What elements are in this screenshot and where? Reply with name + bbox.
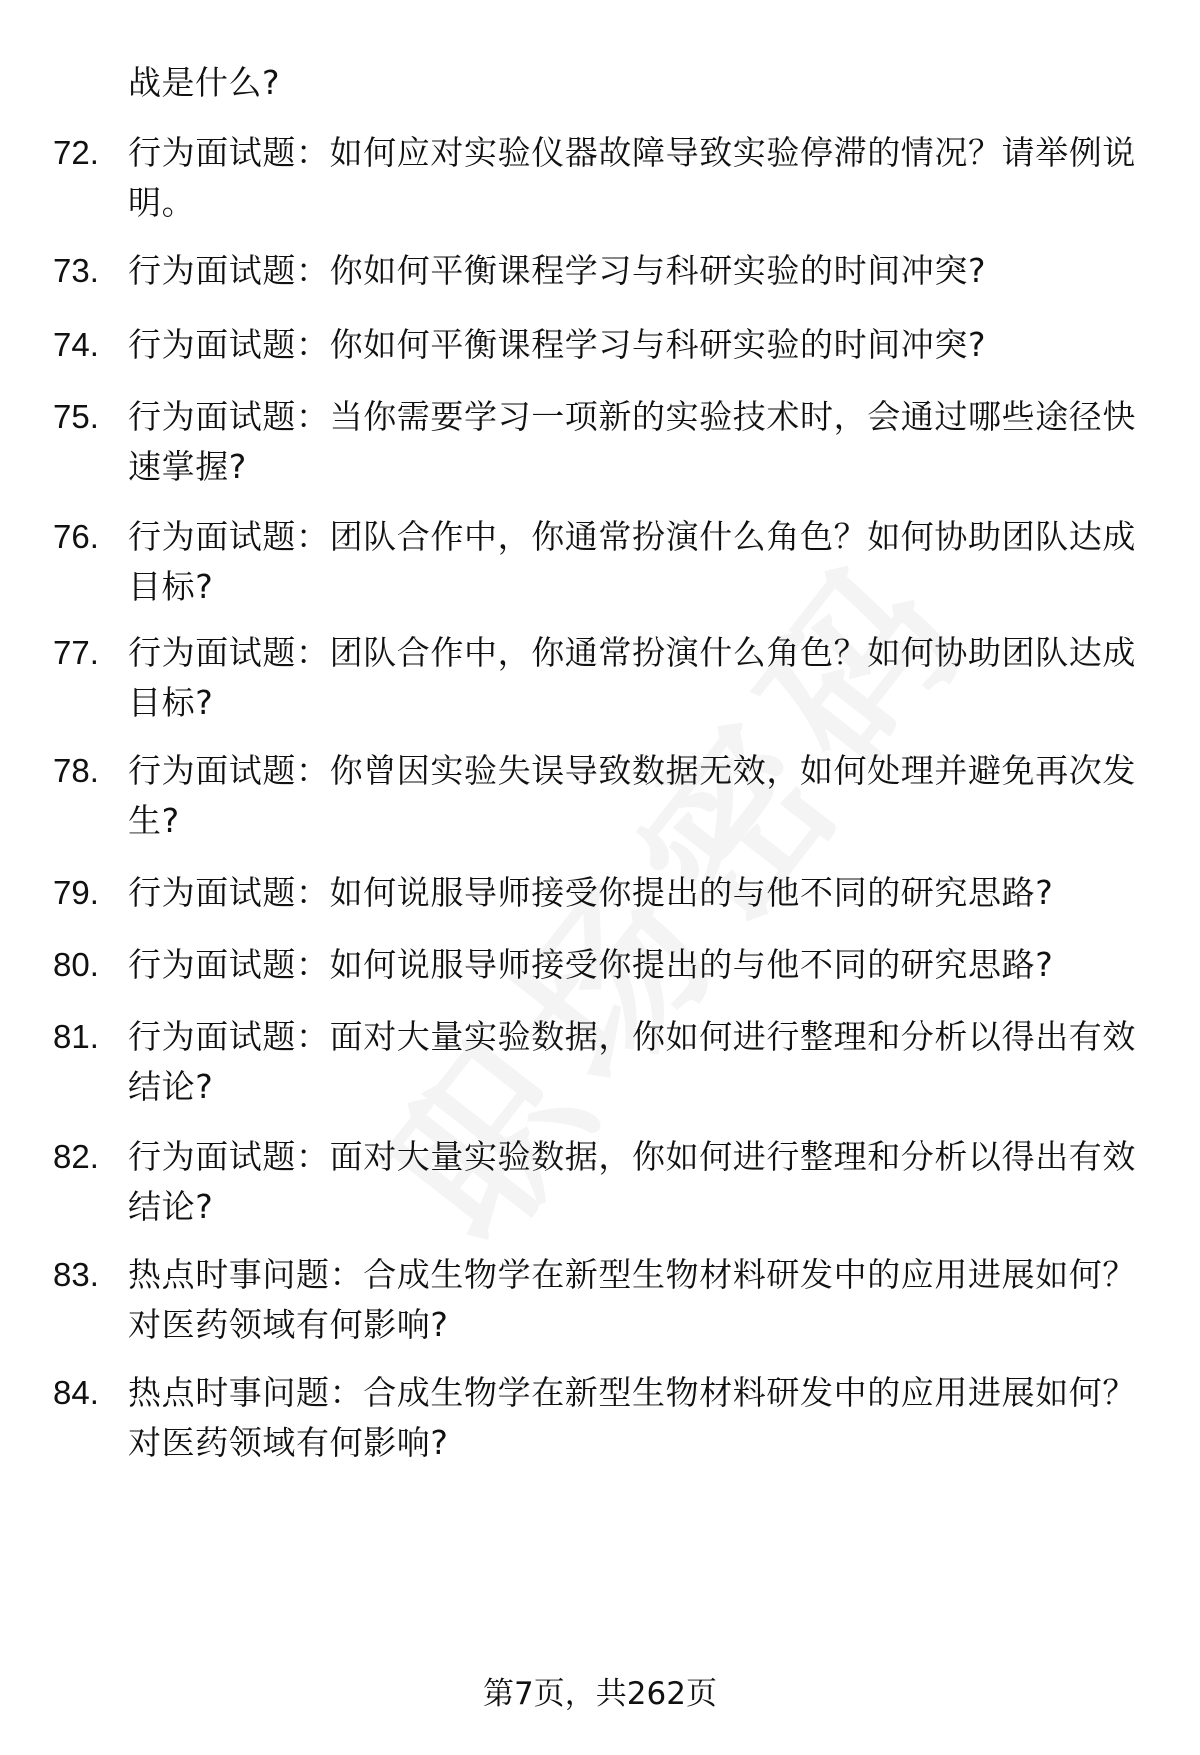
page-footer: 第7页，共262页: [483, 1676, 717, 1712]
continued-question-text: 战是什么?: [128, 63, 281, 102]
item-text: 行为面试题：团队合作中，你通常扮演什么角色？如何协助团队达成目标?: [128, 633, 1136, 722]
item-number: 81.: [53, 1018, 99, 1055]
item-text: 热点时事问题：合成生物学在新型生物材料研发中的应用进展如何？对医药领域有何影响?: [128, 1373, 1136, 1462]
item-text: 行为面试题：面对大量实验数据，你如何进行整理和分析以得出有效结论?: [128, 1017, 1136, 1106]
item-text: 行为面试题：你如何平衡课程学习与科研实验的时间冲突?: [128, 325, 987, 364]
item-number: 73.: [53, 252, 99, 289]
item-text: 行为面试题：当你需要学习一项新的实验技术时，会通过哪些途径快速掌握?: [128, 397, 1136, 486]
item-number: 79.: [53, 874, 99, 911]
item-text: 行为面试题：你如何平衡课程学习与科研实验的时间冲突?: [128, 251, 987, 290]
item-text: 行为面试题：你曾因实验失误导致数据无效，如何处理并避免再次发生?: [128, 751, 1136, 840]
item-number: 77.: [53, 634, 99, 671]
item-number: 84.: [53, 1374, 99, 1411]
item-number: 78.: [53, 752, 99, 789]
item-text: 行为面试题：如何应对实验仪器故障导致实验停滞的情况？请举例说明。: [128, 133, 1136, 222]
item-text: 行为面试题：面对大量实验数据，你如何进行整理和分析以得出有效结论?: [128, 1137, 1136, 1226]
item-text: 热点时事问题：合成生物学在新型生物材料研发中的应用进展如何？对医药领域有何影响?: [128, 1255, 1136, 1344]
item-number: 72.: [53, 134, 99, 171]
item-number: 75.: [53, 398, 99, 435]
item-number: 76.: [53, 518, 99, 555]
item-text: 行为面试题：如何说服导师接受你提出的与他不同的研究思路?: [128, 873, 1054, 912]
item-text: 行为面试题：团队合作中，你通常扮演什么角色？如何协助团队达成目标?: [128, 517, 1136, 606]
item-number: 80.: [53, 946, 99, 983]
item-number: 82.: [53, 1138, 99, 1175]
item-number: 74.: [53, 326, 99, 363]
item-number: 83.: [53, 1256, 99, 1293]
item-text: 行为面试题：如何说服导师接受你提出的与他不同的研究思路?: [128, 945, 1054, 984]
